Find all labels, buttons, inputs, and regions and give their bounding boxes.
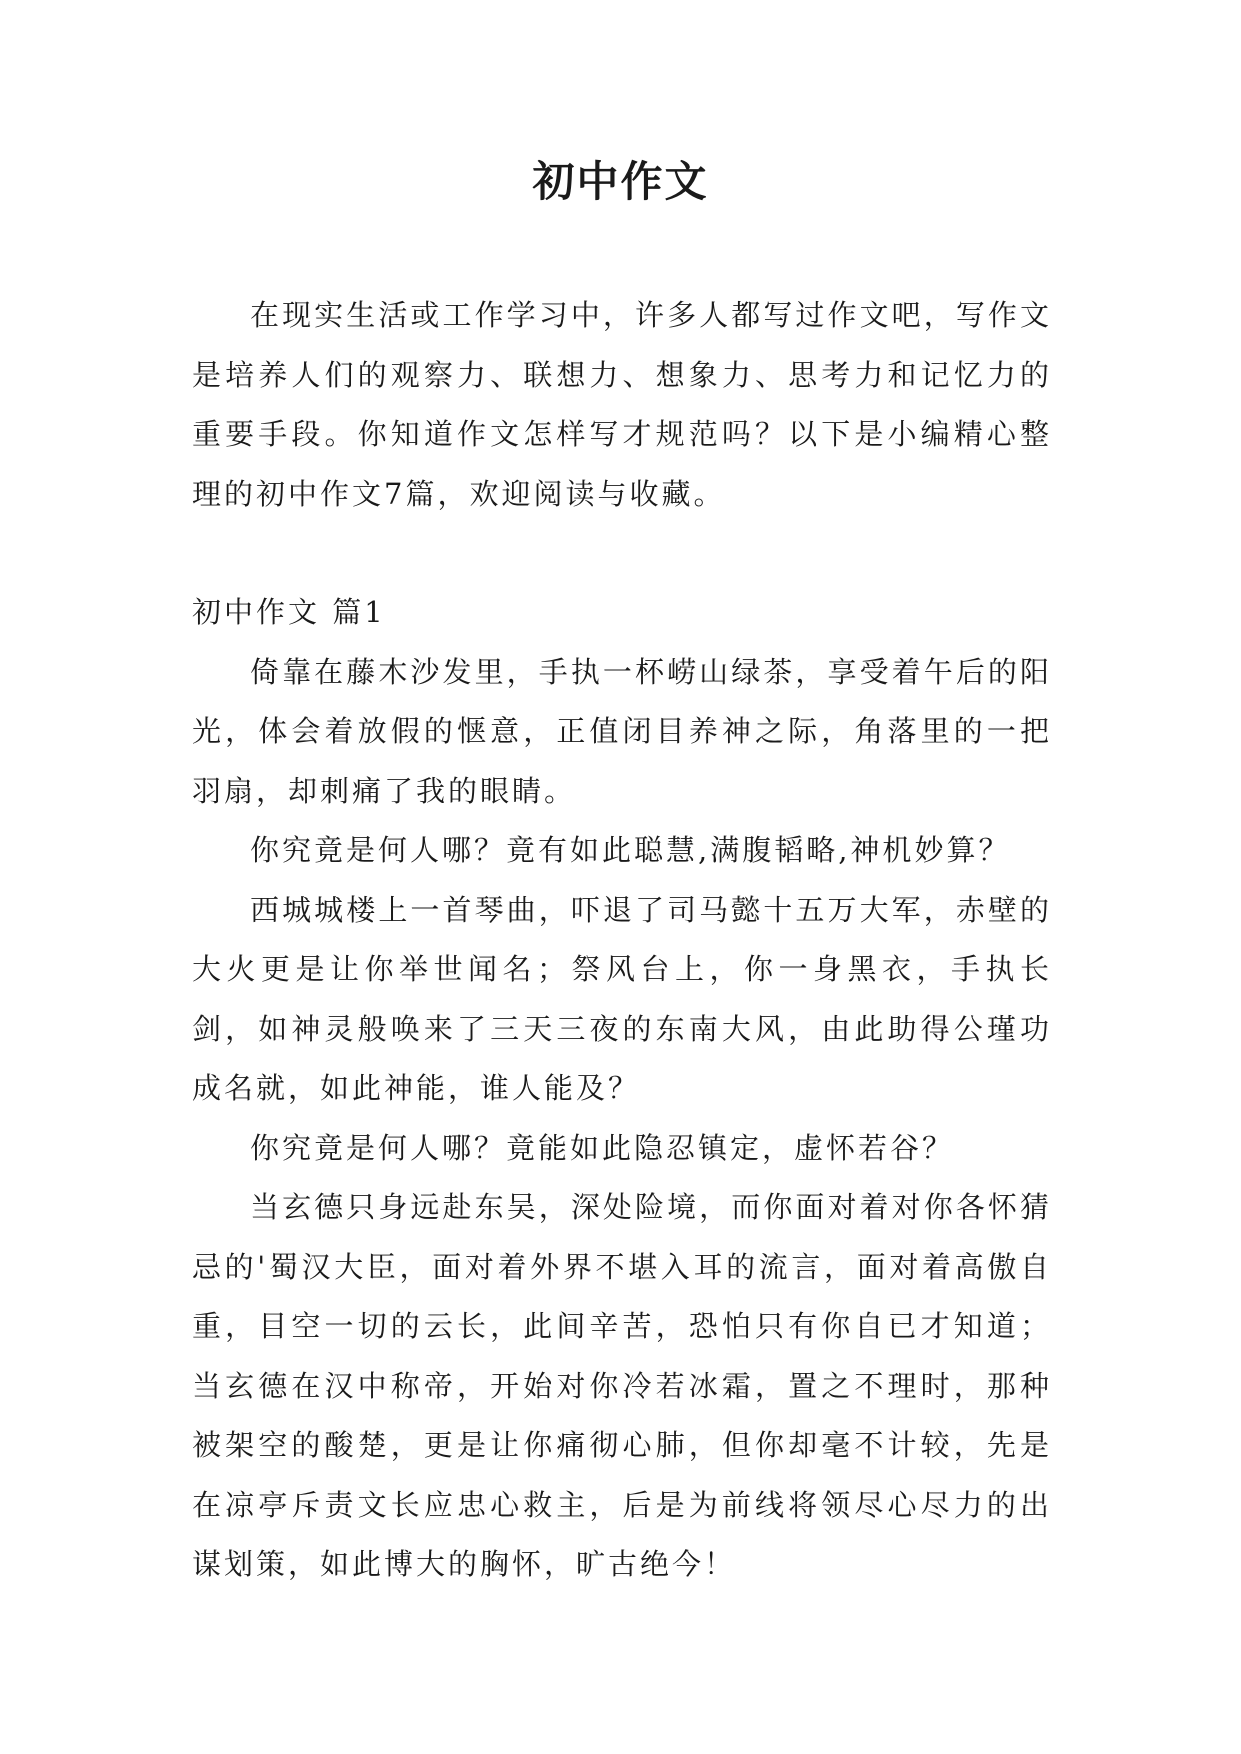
section-spacer — [192, 524, 1052, 583]
body-paragraph: 西城城楼上一首琴曲，吓退了司马懿十五万大军，赤壁的大火更是让你举世闻名；祭风台上，你一身黑衣，手执长剑，如神灵般唤来了三天三夜的东南大风，由此助得公瑾功成名就，如此神能，谁人能及？ — [192, 892, 1052, 1105]
document-body — [192, 286, 1052, 1595]
body-paragraph: 你究竟是何人哪？竟有如此聪慧,满腹韬略,神机妙算？ — [250, 833, 1011, 867]
body-paragraph: 当玄德只身远赴东吴，深处险境，而你面对着对你各怀猜忌的'蜀汉大臣，面对着外界不堪入耳的流言，面对着高傲自重，目空一切的云长，此间辛苦，恐怕只有你自已才知道；当玄德在汉中称帝，开始对你冷若冰霜，置之不理时，那种被架空的酸楚，更是让你痛彻心肺，但你却毫不计较，先是在凉亭斥责文长应忠心救主，后是为前线将领尽心尽力的出谋划策，如此博大的胸怀，旷古绝今！ — [192, 1190, 1052, 1581]
section-heading: 初中作文 篇1 — [192, 595, 386, 629]
body-paragraph: 倚靠在藤木沙发里，手执一杯崂山绿茶，享受着午后的阳光，体会着放假的惬意，正值闭目养神之际，角落里的一把羽扇，却刺痛了我的眼睛。 — [192, 654, 1052, 808]
intro-paragraph: 在现实生活或工作学习中，许多人都写过作文吧，写作文是培养人们的观察力、联想力、想象力、思考力和记忆力的重要手段。你知道作文怎样写才规范吗？以下是小编精心整理的初中作文7篇，欢迎阅读与收藏。 — [192, 298, 1052, 511]
page-title: 初中作文 — [532, 157, 709, 206]
body-paragraph: 你究竟是何人哪？竟能如此隐忍镇定，虚怀若谷？ — [250, 1130, 955, 1165]
